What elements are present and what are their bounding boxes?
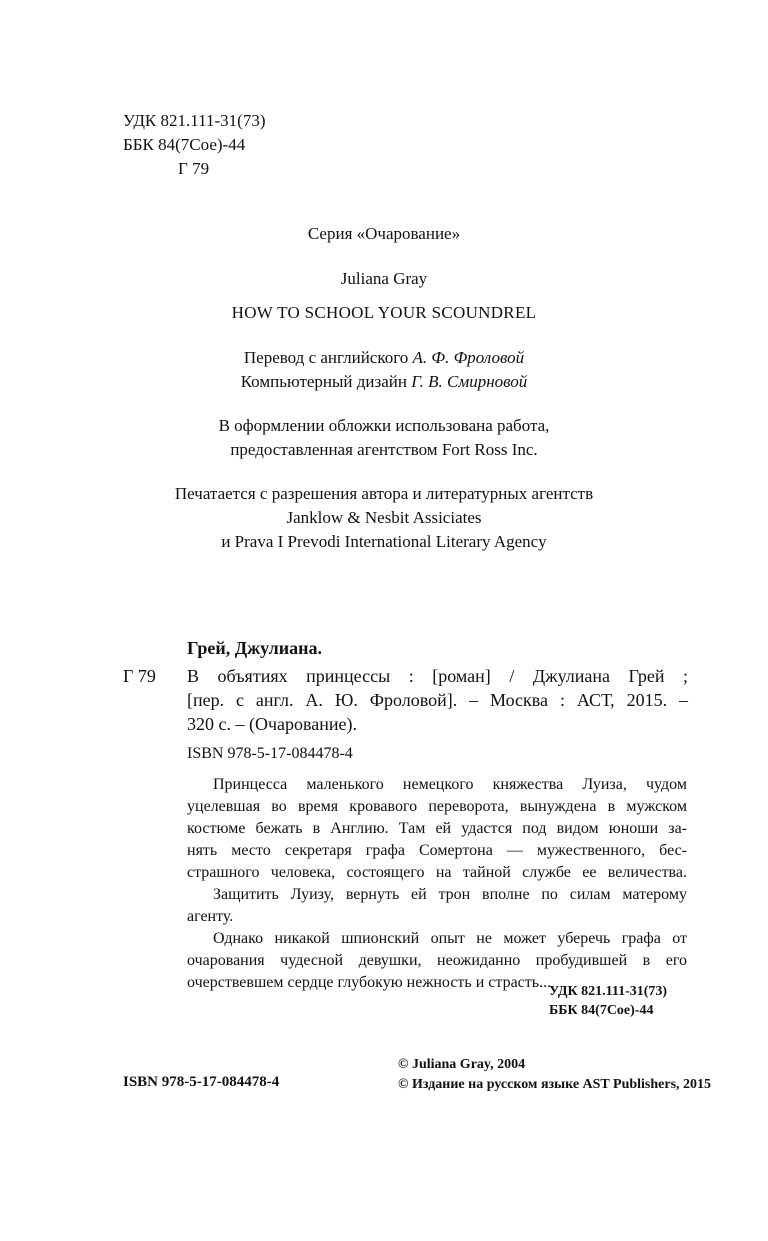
annotation-line: Принцесса маленького немецкого княжества Луиза, чудом: [213, 776, 687, 793]
entry-author-mark: Г 79: [123, 666, 156, 686]
copyright-russian-edition: © Издание на русском языке AST Publishers, 2015: [398, 1077, 712, 1092]
translator-name: А. Ф. Фроловой: [412, 348, 525, 367]
annotation-line: Однако никакой шпионский опыт не может уберечь графа от: [213, 930, 687, 947]
classification-block: [123, 109, 265, 181]
udk-code: УДК 821.111-31(73): [123, 111, 266, 130]
annotation-line: агенту.: [187, 908, 234, 925]
author-mark: Г 79: [178, 159, 210, 178]
isbn-bottom: ISBN 978-5-17-084478-4: [123, 1074, 280, 1090]
permission-line-2: Janklow & Nesbit Assiciates: [286, 508, 482, 527]
copyright-block: [398, 1055, 711, 1095]
annotation-line: очарования чудесной девушки, неожиданно пробудившей в его: [187, 952, 687, 969]
design-prefix: Компьютерный дизайн: [240, 372, 407, 391]
entry-line-2: [пер. с англ. А. Ю. Фроловой]. – Москва : АСТ, 2015. –: [187, 690, 688, 710]
bbk-code-bottom: ББК 84(7Сое)-44: [549, 1003, 654, 1018]
annotation-line: Защитить Луизу, вернуть ей трон вполне по силам матерому: [213, 886, 687, 903]
translation-credit: [0, 346, 768, 370]
entry-line-3: 320 с. – (Очарование).: [187, 714, 358, 734]
annotation-line: очерствевшем сердце глубокую нежность и страсть...: [187, 974, 552, 991]
entry-isbn: ISBN 978-5-17-084478-4: [187, 745, 353, 762]
bbk-code: ББК 84(7Сое)-44: [123, 135, 246, 154]
entry-author-heading: Грей, Джулиана.: [187, 638, 323, 658]
udk-code-bottom: УДК 821.111-31(73): [549, 984, 668, 999]
cover-note-line-1: В оформлении обложки использована работа,: [218, 416, 550, 435]
original-author: Juliana Gray: [340, 269, 428, 288]
entry-line-1: В объятиях принцессы : [роман] / Джулиана Грей ;: [187, 666, 688, 686]
annotation-line: уцелевшая во время кровавого переворота, вынуждена в мужском: [187, 798, 687, 815]
permission-line-3: и Prava I Prevodi International Literary Agency: [221, 532, 547, 551]
classification-bottom: [549, 982, 667, 1020]
cover-note-line-2: предоставленная агентством Fort Ross Inc.: [230, 440, 538, 459]
original-title: HOW TO SCHOOL YOUR SCOUNDREL: [231, 303, 537, 322]
translation-prefix: Перевод с английского: [243, 348, 409, 367]
permission-line-1: Печатается с разрешения автора и литературных агентств: [174, 484, 594, 503]
design-credit: [0, 370, 768, 394]
annotation-line: нять место секретаря графа Сомертона — мужественного, бес-: [187, 842, 687, 859]
series-title: Серия «Очарование»: [307, 224, 461, 243]
annotation-line: страшного человека, состоящего на тайной службе ее величества.: [187, 864, 687, 881]
copyright-original: © Juliana Gray, 2004: [398, 1057, 526, 1072]
annotation: [187, 774, 687, 994]
designer-name: Г. В. Смирновой: [411, 372, 528, 391]
annotation-line: костюме бежать в Англию. Там ей удастся под видом юноши за-: [187, 820, 687, 837]
